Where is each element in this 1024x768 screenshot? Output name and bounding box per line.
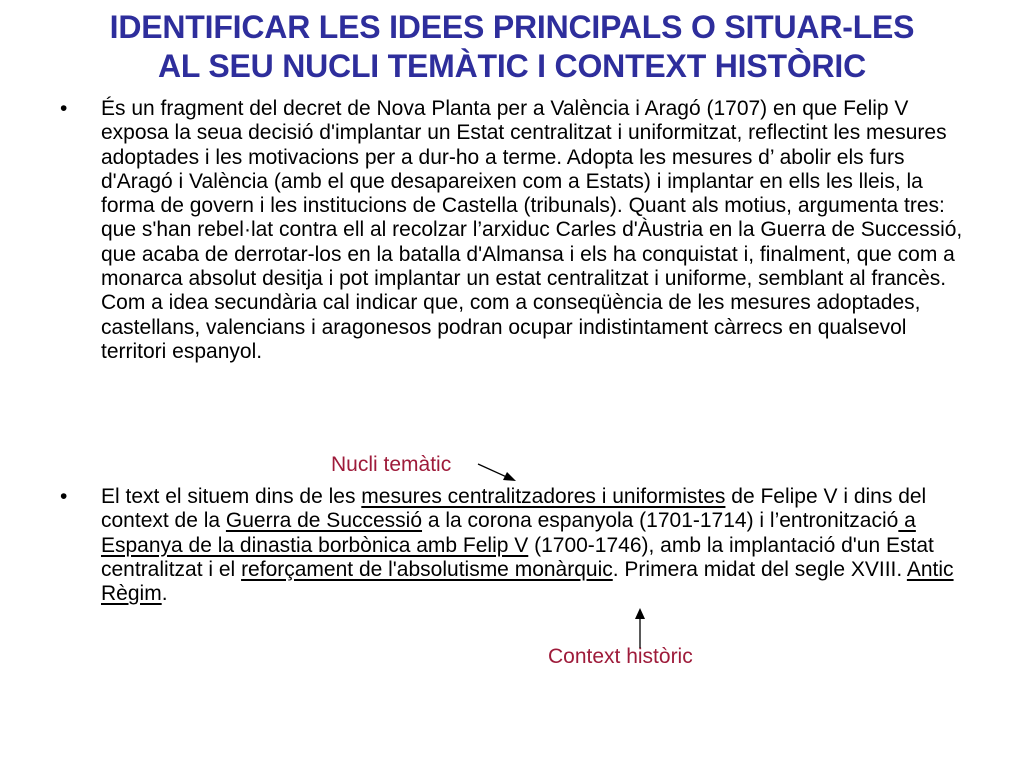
underline-guerra-successio: Guerra de Successió — [225, 509, 423, 533]
bullet-icon: • — [60, 485, 68, 508]
annotation-nucli-tematic: Nucli temàtic — [331, 453, 452, 476]
paragraph-2-text-1: El text el situem dins de les — [101, 485, 362, 508]
annotation-context-historic: Context històric — [548, 645, 693, 668]
paragraph-2-text-5: . Primera midat del segle XVIII. — [612, 557, 907, 581]
title-line-1: IDENTIFICAR LES IDEES PRINCIPALS O SITUAR-LES — [109, 9, 915, 45]
arrow-to-nucli-icon — [478, 464, 516, 481]
underline-absolutisme: reforçament de l'absolutisme monàrquic — [241, 557, 613, 581]
bullet-icon: • — [60, 97, 68, 120]
paragraph-2-text-6: . — [161, 582, 168, 606]
paragraph-2-text-3: a la corona espanyola (1701-1714) i l’entronització — [422, 509, 899, 533]
title-line-2: AL SEU NUCLI TEMÀTIC I CONTEXT HISTÒRIC — [157, 48, 867, 84]
paragraph-2-text-2: de Felipe V i dins del context de la — [101, 485, 927, 533]
paragraph-2-text-4: (1700-1746), amb la implantació d'un Estat centralitzat i el — [101, 533, 934, 581]
paragraph-1: És un fragment del decret de Nova Planta per a València i Aragó (1707) en que Felip V exposa la seua decisió d'implantar un Estat centralitzat i uniformitzat, reflectint les mesures adoptades i les motivacions per a dur-ho a terme. Adopta les mesures d’ abolir els furs d'Aragó i València (amb el que desapareixen com a Estats) i implantar en ells les lleis, la forma de govern i les institucions de Castella (tribunals). Quant als motius, argumenta tres: que s'han rebel·lat contra ell al recolzar l’arxiduc Carles d'Àustria en la Guerra de Successió, que acaba de derrotar-los en la batalla d'Almansa i els ha conquistat i, finalment, que com a monarca absolut desitja i pot implantar un estat centralitzat i uniforme, semblant al francès. Com a idea secundària cal indicar que, com a conseqüència de les mesures adoptades, castellans, valencians i aragonesos podran ocupar indistintament càrrecs en qualsevol territori espanyol. — [101, 97, 963, 363]
underline-antic-regim: Antic Règim — [101, 557, 954, 606]
arrow-to-context-icon — [635, 608, 645, 648]
underline-mesures-centralitzadores: mesures centralitzadores i uniformistes — [361, 485, 726, 508]
underline-dinastia-borbonica: a Espanya de la dinastia borbònica amb Felip V — [101, 509, 916, 557]
